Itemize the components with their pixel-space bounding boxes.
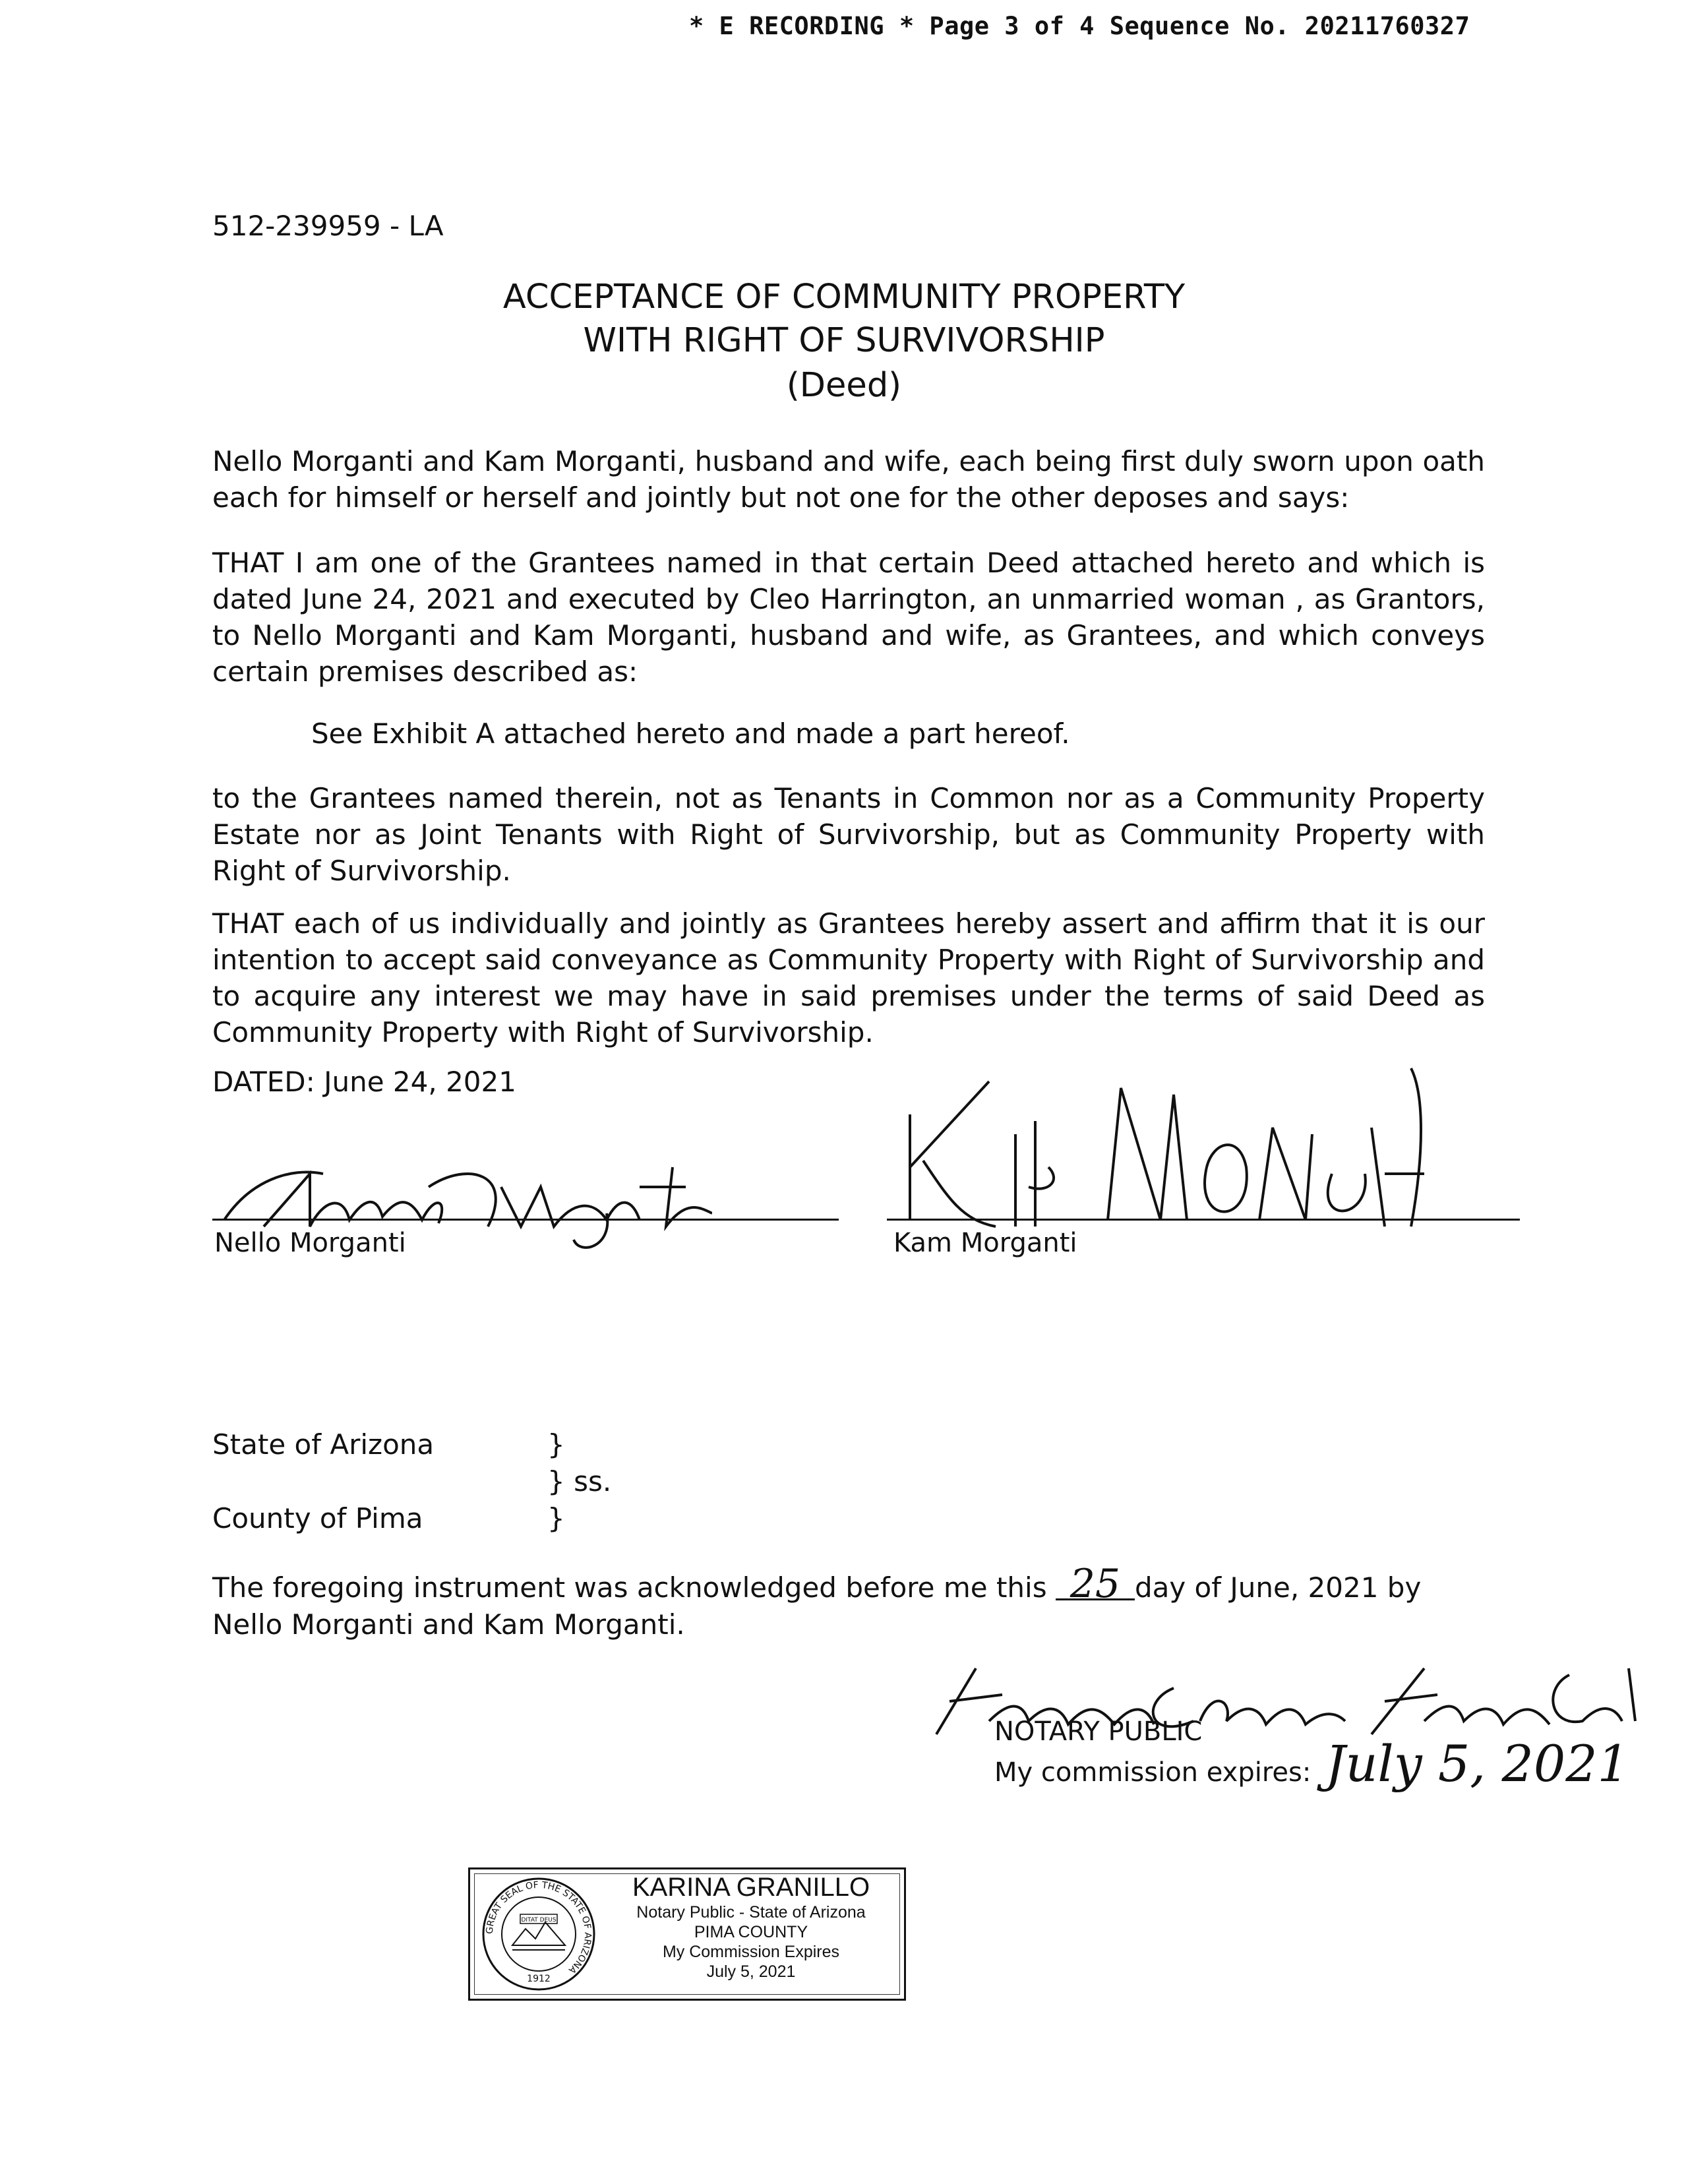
venue-brace-top: } (547, 1428, 565, 1461)
venue-ss: } ss. (547, 1465, 612, 1498)
signature-kam-morganti (884, 1055, 1490, 1253)
signature-line-2 (887, 1219, 1520, 1221)
acknowledgment-paragraph (212, 1561, 1492, 1643)
paragraph-affirmation: THAT each of us individually and jointly as Grantees hereby assert and affirm that it is our intention to accept said conveyance as Community Property with Right of Survivorship and to acquire any interest we may have in said premises under the terms of said Deed as Community Property with Right of Survivorship. (212, 907, 1485, 1048)
title-line-2: WITH RIGHT OF SURVIVORSHIP (583, 321, 1105, 360)
seal-text-block (602, 1872, 900, 1982)
seal-line-3: My Commission Expires (662, 1943, 840, 1961)
ack-text-after: day of June, 2021 by Nello Morganti and Kam Morganti. (212, 1571, 1422, 1641)
arizona-state-seal-icon (479, 1876, 598, 1992)
signer-1-name: Nello Morganti (214, 1228, 406, 1258)
title-line-1: ACCEPTANCE OF COMMUNITY PROPERTY (502, 278, 1186, 317)
ack-day-handwritten: 25 (1056, 1569, 1135, 1600)
reference-number: 512-239959 - LA (212, 210, 444, 242)
seal-notary-name: KARINA GRANILLO (632, 1873, 870, 1902)
seal-year: 1912 (527, 1974, 551, 1984)
title-line-3: (Deed) (786, 366, 902, 405)
seal-line-2: PIMA COUNTY (694, 1923, 808, 1941)
venue-county: County of Pima (212, 1502, 423, 1534)
paragraph-grantees: THAT I am one of the Grantees named in that certain Deed attached hereto and which is dated June 24, 2021 and executed by Cleo Harrington, an unmarried woman , as Grantors, to Nello Morganti and Kam Morganti, husband and wife, as Grantees, and which conveys certain premises described as: (212, 547, 1485, 688)
signer-2-name: Kam Morganti (893, 1228, 1077, 1258)
seal-ring-text: GREAT SEAL OF THE STATE OF ARIZONA (484, 1879, 593, 1976)
commission-expires-label: My commission expires: (994, 1757, 1311, 1788)
commission-expires-handwritten: July 5, 2021 (1325, 1734, 1629, 1793)
venue-brace-bottom: } (547, 1502, 565, 1534)
notary-seal-stamp (468, 1867, 906, 2001)
seal-line-4: July 5, 2021 (706, 1962, 796, 1981)
exhibit-reference: See Exhibit A attached hereto and made a part hereof. (311, 717, 1070, 750)
recording-header: * E RECORDING * Page 3 of 4 Sequence No. 20211760327 (689, 12, 1470, 40)
ack-text-before: The foregoing instrument was acknowledged before me this (212, 1571, 1047, 1604)
venue-state: State of Arizona (212, 1428, 435, 1461)
seal-motto: DITAT DEUS (521, 1917, 557, 1924)
signature-line-1 (212, 1219, 839, 1221)
dated-line: DATED: June 24, 2021 (212, 1066, 516, 1098)
seal-line-1: Notary Public - State of Arizona (636, 1903, 866, 1922)
paragraph-tenancy: to the Grantees named therein, not as Tenants in Common nor as a Community Property Estate nor as Joint Tenants with Right of Survivorship, but as Community Property with Right of Survivorship. (212, 782, 1485, 887)
notary-public-label: NOTARY PUBLIC (994, 1716, 1203, 1747)
paragraph-deponents: Nello Morganti and Kam Morganti, husband and wife, each being first duly sworn upon oath each for himself or herself and jointly but not one for the other deposes and says: (212, 445, 1485, 514)
